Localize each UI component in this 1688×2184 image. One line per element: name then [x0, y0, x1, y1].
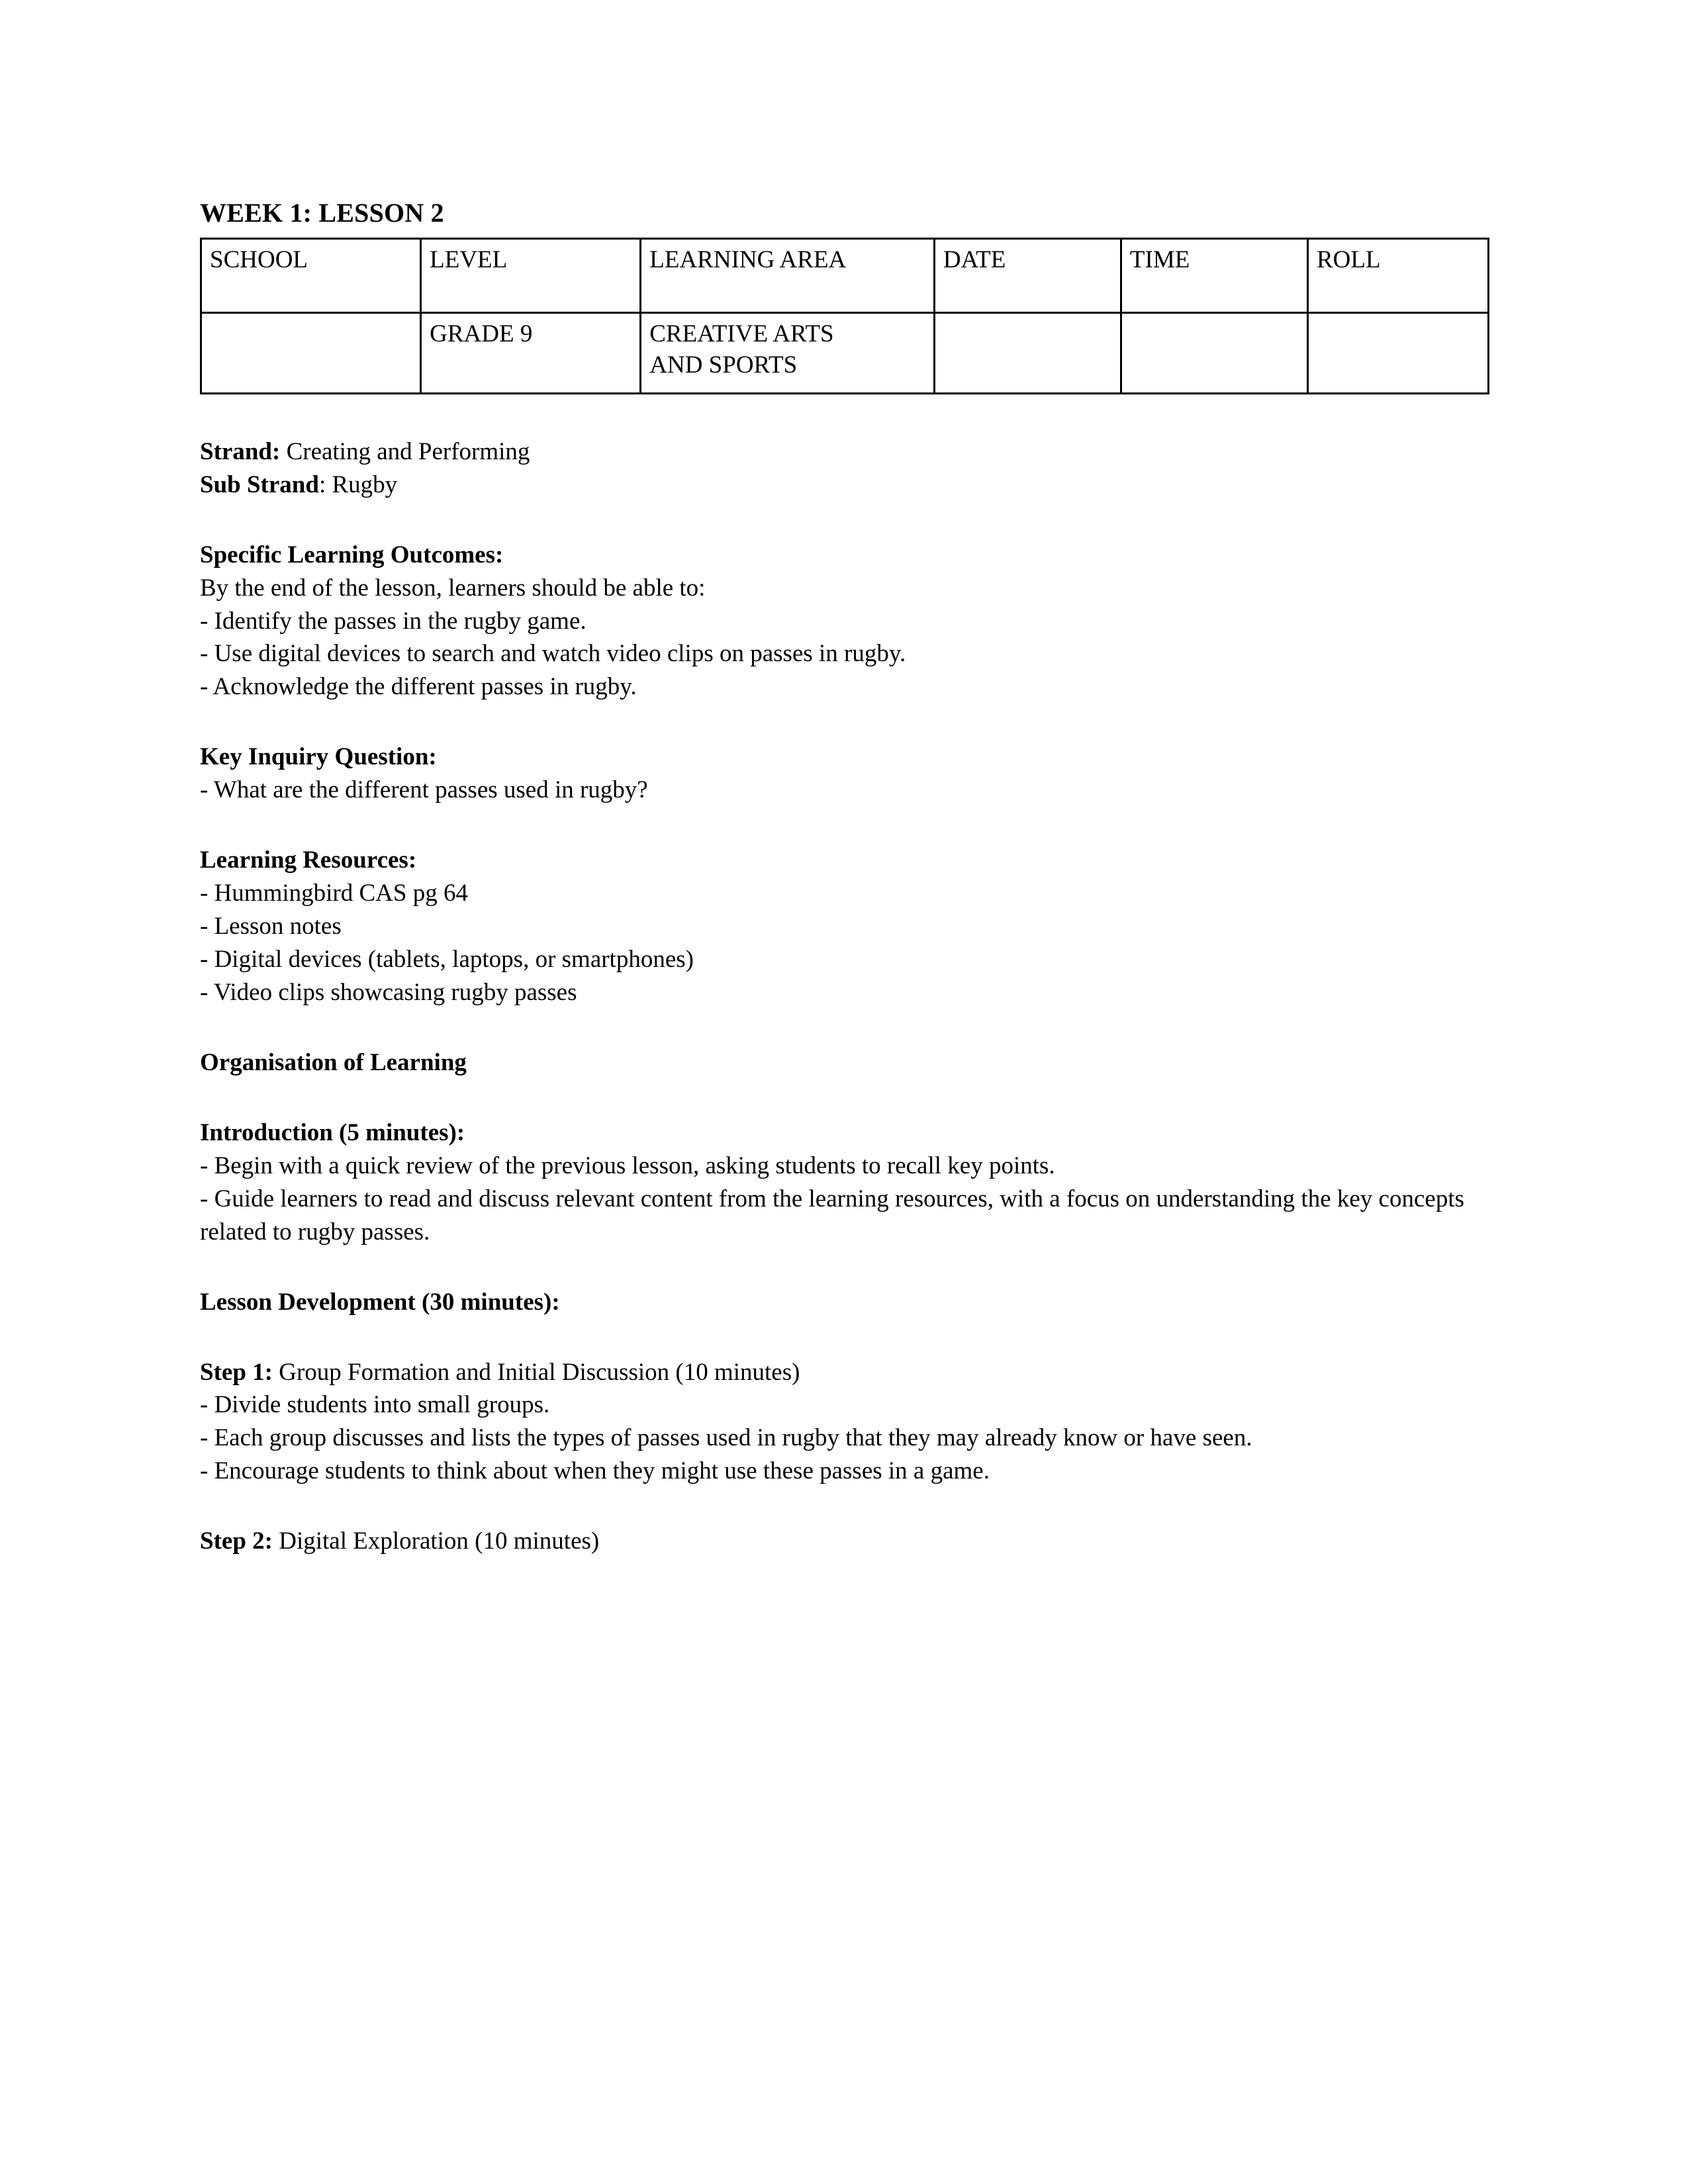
list-item: - Begin with a quick review of the previous lesson, asking students to recall key points.	[200, 1152, 1055, 1179]
strand-value: Creating and Performing	[286, 437, 530, 465]
table-cell-roll[interactable]	[1308, 312, 1489, 393]
list-item: - Use digital devices to search and watch video clips on passes in rugby.	[200, 640, 906, 668]
step-1-title-line	[200, 1356, 1489, 1389]
specific-learning-outcomes-intro: By the end of the lesson, learners should be able to:	[200, 574, 706, 602]
page-title: WEEK 1: LESSON 2	[200, 198, 444, 228]
sub-strand-label: Sub Strand	[200, 471, 319, 498]
table-header-row	[201, 238, 1489, 312]
learning-resources-section	[200, 844, 1489, 1009]
list-item: - Acknowledge the different passes in rugby.	[200, 673, 637, 701]
step-2-title-line	[200, 1525, 1489, 1558]
table-header-roll: ROLL	[1308, 238, 1489, 312]
list-item: - Guide learners to read and discuss relevant content from the learning resources, with a focus on understanding the key concepts related to rugby passes.	[200, 1185, 1464, 1246]
learning-area-line-2: AND SPORTS	[649, 351, 798, 379]
step-1-label: Step 1:	[200, 1358, 273, 1386]
list-item: - Divide students into small groups.	[200, 1391, 550, 1419]
table-cell-level[interactable]: GRADE 9	[421, 312, 641, 393]
strand-line	[200, 435, 1489, 469]
table-row	[201, 312, 1489, 393]
spacer	[200, 502, 1489, 539]
lesson-development-section	[200, 1286, 1489, 1319]
key-inquiry-question-heading: Key Inquiry Question:	[200, 743, 437, 771]
sub-strand-colon: :	[318, 471, 332, 498]
step-1-title: Group Formation and Initial Discussion (10 minutes)	[279, 1358, 800, 1386]
learning-area-line-1: CREATIVE ARTS	[649, 320, 834, 347]
key-inquiry-question-section	[200, 741, 1489, 807]
step-2-label: Step 2:	[200, 1527, 273, 1555]
introduction-heading: Introduction (5 minutes):	[200, 1118, 465, 1146]
spacer	[200, 704, 1489, 741]
lesson-info-table	[200, 238, 1489, 394]
step-2-section	[200, 1525, 1489, 1558]
spacer	[200, 807, 1489, 844]
spacer	[200, 1009, 1489, 1046]
list-item: - What are the different passes used in rugby?	[200, 776, 648, 804]
step-1-section	[200, 1356, 1489, 1488]
table-header-learning-area: LEARNING AREA	[641, 238, 935, 312]
table-header-date: DATE	[934, 238, 1121, 312]
table-header-time: TIME	[1121, 238, 1307, 312]
organisation-of-learning-section	[200, 1046, 1489, 1079]
spacer	[200, 1488, 1489, 1525]
sub-strand-value: Rugby	[332, 471, 398, 498]
table-cell-school[interactable]	[201, 312, 421, 393]
list-item: - Encourage students to think about when they might use these passes in a game.	[200, 1457, 990, 1485]
strand-block	[200, 435, 1489, 502]
specific-learning-outcomes-section	[200, 539, 1489, 704]
spacer	[200, 1319, 1489, 1356]
sub-strand-line	[200, 469, 1489, 502]
list-item: - Video clips showcasing rugby passes	[200, 978, 577, 1006]
list-item: - Digital devices (tablets, laptops, or smartphones)	[200, 946, 694, 974]
list-item: - Lesson notes	[200, 913, 342, 940]
list-item: - Each group discusses and lists the types of passes used in rugby that they may already know or have seen.	[200, 1424, 1252, 1452]
list-item: - Hummingbird CAS pg 64	[200, 880, 468, 907]
table-header-school: SCHOOL	[201, 238, 421, 312]
spacer	[200, 394, 1489, 435]
table-header-level: LEVEL	[421, 238, 641, 312]
table-cell-date[interactable]	[934, 312, 1121, 393]
table-cell-time[interactable]	[1121, 312, 1307, 393]
introduction-section	[200, 1116, 1489, 1249]
list-item: - Identify the passes in the rugby game.	[200, 607, 586, 635]
strand-label: Strand:	[200, 437, 281, 465]
step-2-title: Digital Exploration (10 minutes)	[279, 1527, 600, 1555]
table-cell-learning-area[interactable]	[641, 312, 935, 393]
learning-resources-heading: Learning Resources:	[200, 846, 417, 874]
spacer	[200, 1249, 1489, 1286]
specific-learning-outcomes-heading: Specific Learning Outcomes:	[200, 541, 504, 569]
lesson-development-heading: Lesson Development (30 minutes):	[200, 1288, 560, 1316]
organisation-of-learning-heading: Organisation of Learning	[200, 1048, 467, 1076]
spacer	[200, 1079, 1489, 1116]
